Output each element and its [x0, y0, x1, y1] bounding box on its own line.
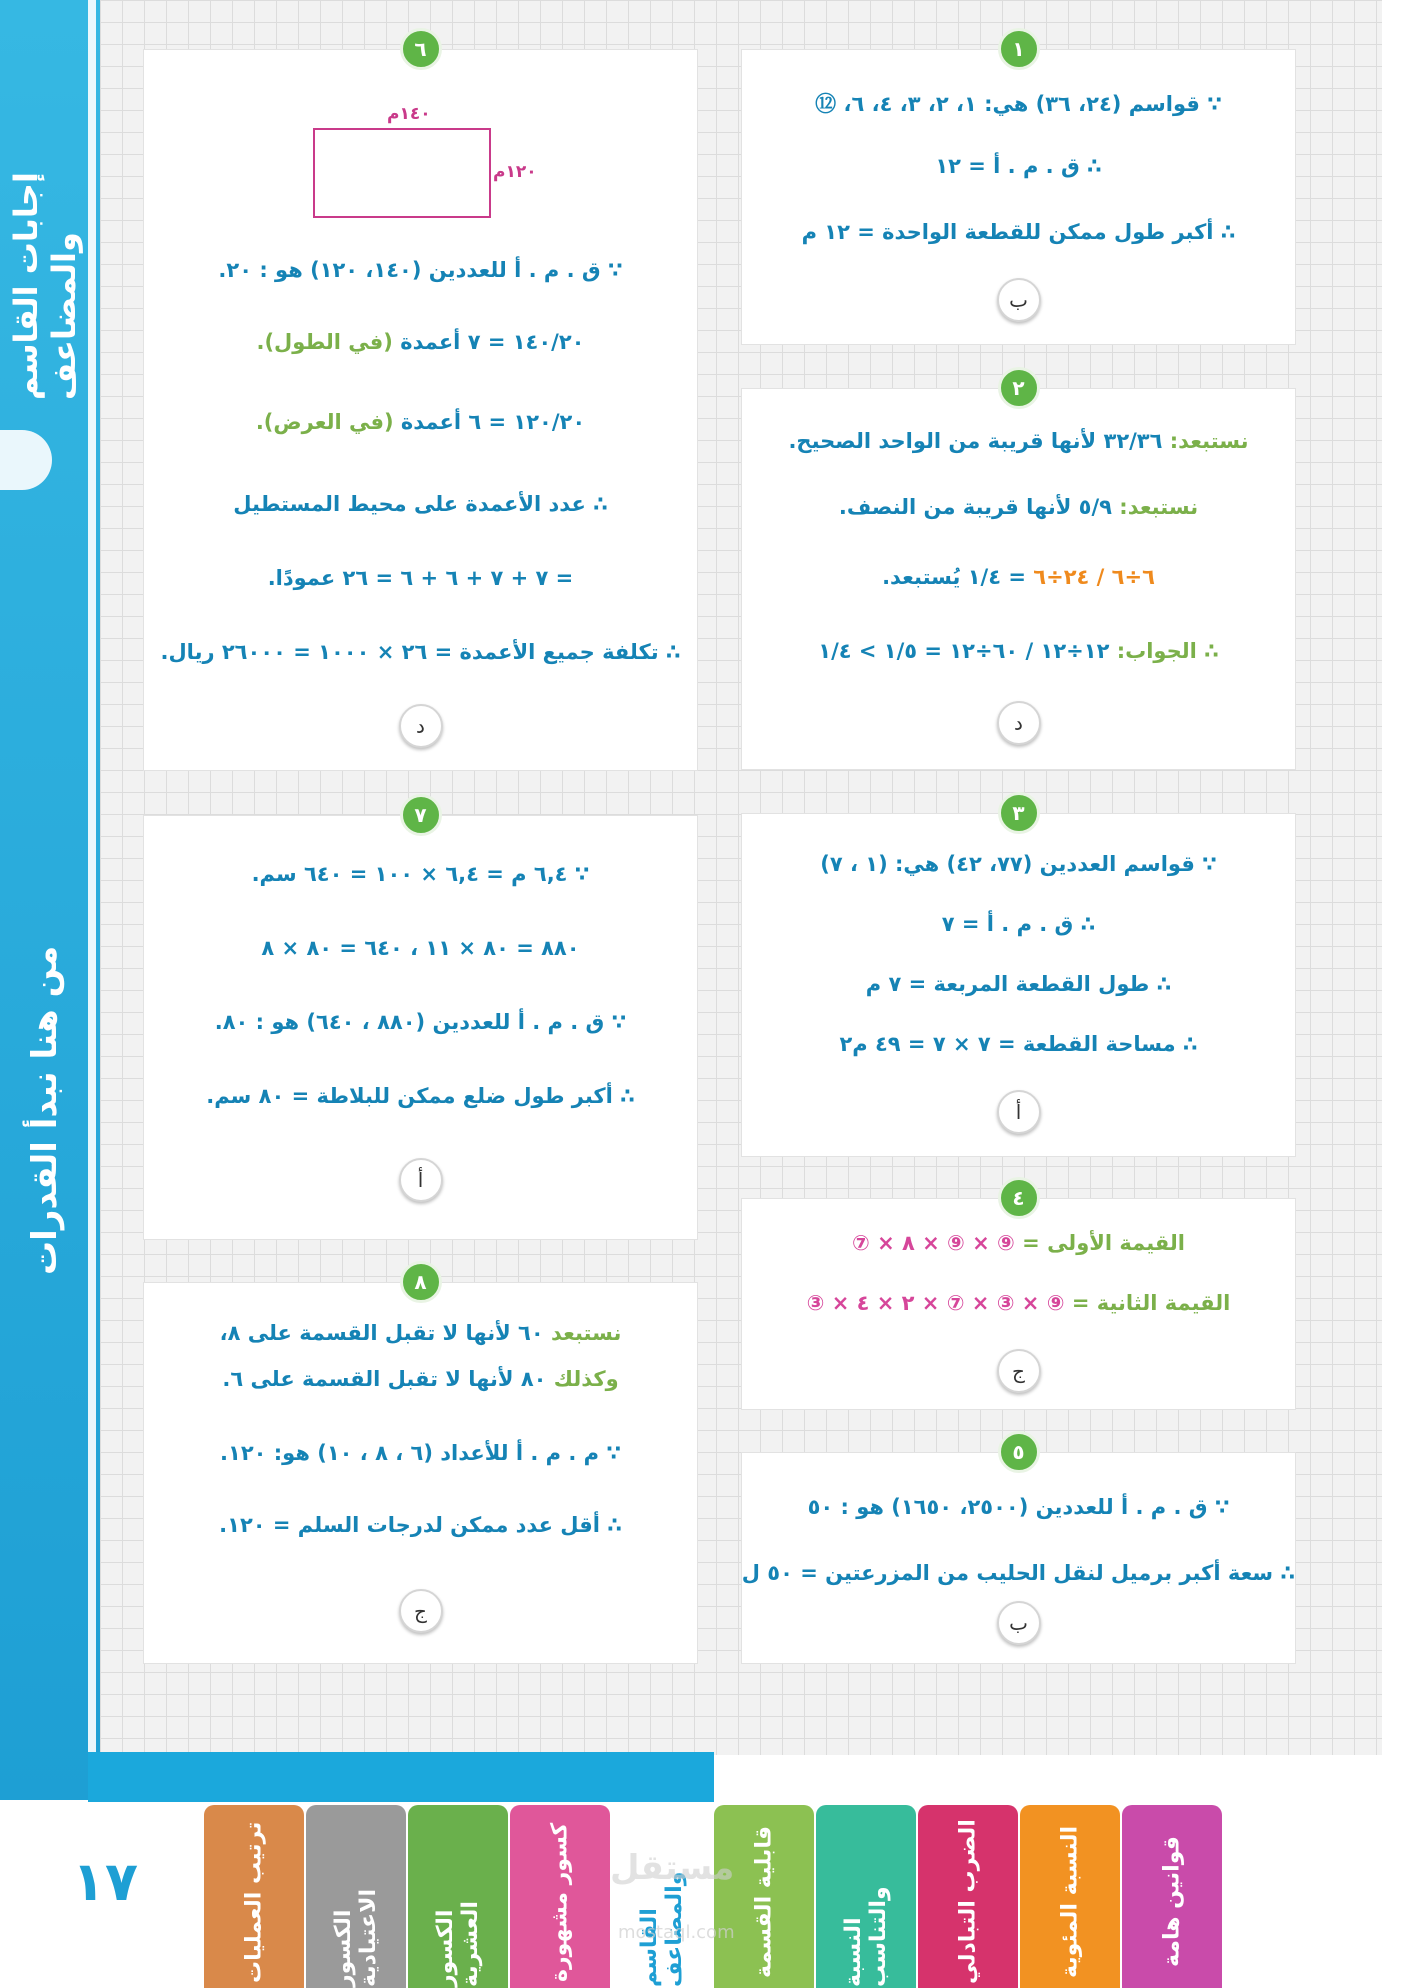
- card-line: ∵ ٦,٤ م = ٦,٤ × ١٠٠ = ٦٤٠ سم.: [251, 862, 590, 886]
- field-rectangle: [313, 128, 491, 218]
- question-number: ٦: [400, 28, 442, 70]
- line-text: ١٤٠/٢٠ = ٧ أعمدة: [400, 330, 585, 354]
- card-line: ∴ ق . م . أ = ٧: [941, 912, 1096, 936]
- answer-choice: د: [997, 701, 1041, 745]
- tab-important-laws[interactable]: قوانين هامة: [1122, 1805, 1222, 1988]
- line-text: ١٢٠/٢٠ = ٦ أعمدة: [400, 410, 586, 434]
- tab-divisibility[interactable]: قابلية القسمة: [714, 1805, 814, 1988]
- tab-ratio-proportion[interactable]: النسبة والتناسب: [816, 1805, 916, 1988]
- answer-card-8: [143, 1270, 698, 1664]
- card-line: [144, 1367, 697, 1391]
- sidebar-bottom-title: من هنا نبدأ القدرات: [25, 945, 65, 1275]
- answer-choice: ج: [399, 1589, 443, 1633]
- line-text: ⑨ × ③ × ⑦ × ٢ × ٤ × ③: [806, 1291, 1065, 1315]
- page-number: ١٧: [72, 1850, 138, 1913]
- card-line: ∴ مساحة القطعة = ٧ × ٧ = ٤٩ م٢: [839, 1032, 1198, 1056]
- answer-card-2: [741, 376, 1296, 770]
- tab-common-fractions[interactable]: الكسور الاعتيادية: [306, 1805, 406, 1988]
- card-line: ∴ طول القطعة المربعة = ٧ م: [865, 972, 1172, 996]
- question-number: ٣: [998, 792, 1040, 834]
- line-prefix: ∴ الجواب:: [1116, 639, 1219, 663]
- line-text: ١٢÷١٢ / ٦٠÷١٢ = ١/٥ > ١/٤: [818, 639, 1110, 663]
- fraction: ٦÷٦ / ٢٤÷٦: [1033, 565, 1155, 589]
- tab-decimal-fractions[interactable]: الكسور العشرية: [408, 1805, 508, 1988]
- card-line: ∴ أكبر طول ممكن للقطعة الواحدة = ١٢ م: [801, 220, 1236, 244]
- sidebar-divider: [88, 0, 96, 1760]
- fraction: ٥/٩: [1078, 495, 1112, 519]
- question-number: ٥: [998, 1431, 1040, 1473]
- line-text: ٦٠ لأنها لا تقبل القسمة على ٨،: [219, 1321, 544, 1345]
- answer-card-6: [143, 37, 698, 771]
- watermark-url: mostaql.com: [618, 1922, 735, 1943]
- card-line: ∵ ق . م . أ للعددين (٢٥٠٠، ١٦٥٠) هو : ٥٠: [807, 1495, 1230, 1519]
- card-line: ∴ تكلفة جميع الأعمدة = ٢٦ × ١٠٠٠ = ٢٦٠٠٠ ريال.: [160, 640, 681, 664]
- answer-card-1: [741, 37, 1296, 345]
- card-line: [144, 330, 697, 354]
- line-text: لأنها قريبة من الواحد الصحيح.: [788, 429, 1097, 453]
- line-text: = ١/٤ يُستبعد.: [882, 565, 1026, 589]
- card-line: = ٧ + ٧ + ٦ + ٦ = ٢٦ عمودًا.: [267, 566, 574, 590]
- card-line: ∴ ق . م . أ = ١٢: [935, 154, 1102, 178]
- card-line: [742, 429, 1295, 453]
- tab-percentage[interactable]: النسبة المئوية: [1020, 1805, 1120, 1988]
- fraction: ٣٢/٣٦: [1103, 429, 1163, 453]
- tab-famous-fractions[interactable]: كسور مشهورة: [510, 1805, 610, 1988]
- question-number: ٢: [998, 367, 1040, 409]
- card-line: ∴ عدد الأعمدة على محيط المستطيل: [233, 492, 608, 516]
- card-line: ٨٨٠ = ٨٠ × ١١ ، ٦٤٠ = ٨٠ × ٨: [261, 936, 580, 960]
- card-line: [144, 1321, 697, 1345]
- answer-card-7: [143, 803, 698, 1240]
- answer-choice: ج: [997, 1349, 1041, 1393]
- line-note: (في العرض).: [255, 410, 394, 434]
- card-line: [742, 565, 1295, 589]
- bottom-band: [88, 1752, 714, 1802]
- card-line: ∴ سعة أكبر برميل لنقل الحليب من المزرعتين = ٥٠ ل: [741, 1561, 1295, 1585]
- line-prefix: نستبعد: [551, 1321, 622, 1345]
- card-line: ∴ أقل عدد ممكن لدرجات السلم = ١٢٠.: [219, 1513, 622, 1537]
- card-line: [144, 410, 697, 434]
- line-note: (في الطول).: [256, 330, 393, 354]
- card-line: ∴ أكبر طول ضلع ممكن للبلاطة = ٨٠ سم.: [206, 1084, 635, 1108]
- line-text: ٨٠ لأنها لا تقبل القسمة على ٦.: [222, 1367, 547, 1391]
- watermark-logo: مستقل: [610, 1848, 735, 1888]
- line-label: القيمة الثانية =: [1071, 1291, 1231, 1315]
- answer-choice: ب: [997, 1601, 1041, 1645]
- card-line: [742, 639, 1295, 663]
- answer-choice: أ: [997, 1090, 1041, 1134]
- chapter-tabs: [204, 1805, 1204, 1988]
- question-number: ١: [998, 28, 1040, 70]
- card-line: [742, 1231, 1295, 1255]
- answer-card-3: [741, 801, 1296, 1157]
- question-number: ٨: [400, 1261, 442, 1303]
- card-line: ∵ ق . م . أ للعددين (٨٨٠ ، ٦٤٠) هو : ٨٠.: [214, 1010, 627, 1034]
- card-line: ∵ م . م . أ للأعداد (٦ ، ٨ ، ١٠) هو: ١٢٠.: [220, 1441, 621, 1465]
- card-line: ∵ قواسم (٢٤، ٣٦) هي: ١، ٢، ٣، ٤، ٦، ⑫: [815, 92, 1222, 116]
- answer-choice: د: [399, 704, 443, 748]
- question-number: ٤: [998, 1177, 1040, 1219]
- question-number: ٧: [400, 794, 442, 836]
- answer-card-4: [741, 1186, 1296, 1410]
- sidebar-top-title: إجابات القاسم والمضاعف: [7, 172, 83, 400]
- card-line: [742, 495, 1295, 519]
- line-prefix: نستبعد:: [1119, 495, 1199, 519]
- line-prefix: نستبعد:: [1169, 429, 1249, 453]
- rect-top-label: ١٤٠م: [387, 104, 431, 124]
- line-prefix: وكذلك: [553, 1367, 619, 1391]
- answer-card-5: [741, 1440, 1296, 1664]
- card-line: ∵ ق . م . أ للعددين (١٤٠، ١٢٠) هو : ٢٠.: [218, 258, 623, 282]
- answer-choice: ب: [997, 278, 1041, 322]
- line-label: القيمة الأولى =: [1022, 1231, 1185, 1255]
- tab-order-of-operations[interactable]: ترتيب العمليات: [204, 1805, 304, 1988]
- card-line: ∵ قواسم العددين (٧٧، ٤٢) هي: (١ ، ٧): [820, 852, 1217, 876]
- tab-divisor-multiple[interactable]: القاسم والمضاعف: [612, 1805, 712, 1988]
- answer-choice: أ: [399, 1158, 443, 1202]
- line-text: لأنها قريبة من النصف.: [838, 495, 1072, 519]
- tab-cross-multiplication[interactable]: الضرب التبادلي: [918, 1805, 1018, 1988]
- line-text: ⑨ × ⑨ × ٨ × ⑦: [852, 1231, 1015, 1255]
- card-line: [742, 1291, 1295, 1315]
- rect-side-label: ١٢٠م: [493, 162, 537, 182]
